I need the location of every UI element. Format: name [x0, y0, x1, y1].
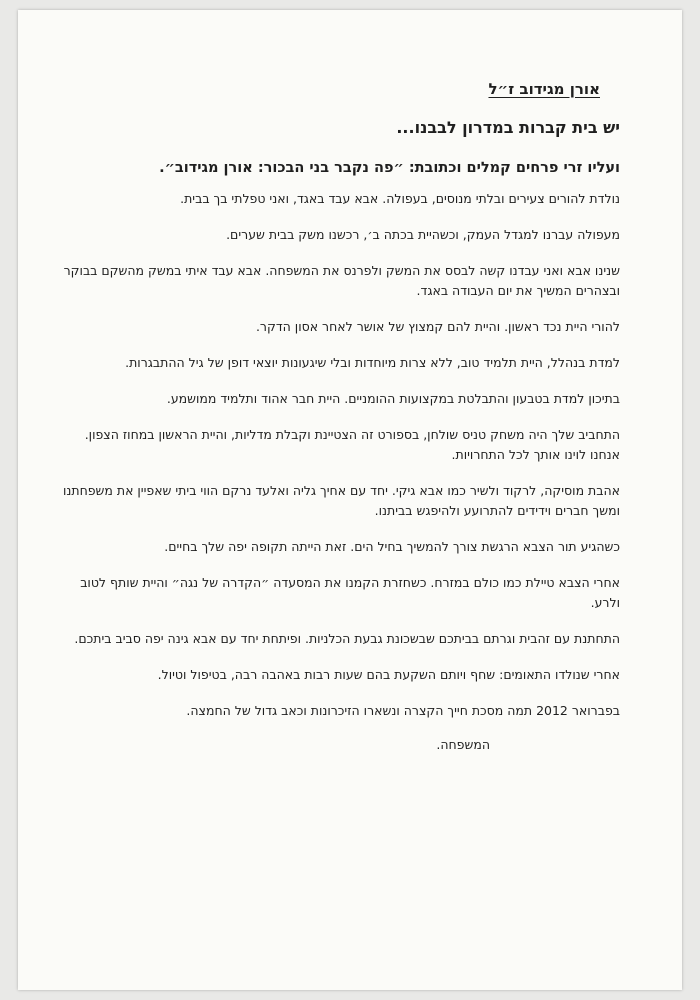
- subheadline: ועליו זרי פרחים קמלים וכתובת: ״פה נקבר בני הבכור: אורן מגידוב״.: [159, 160, 620, 176]
- paragraph: בתיכון למדת בטבעון והתבלטת במקצועות ההומניים. היית חבר אהוד ותלמיד ממושמע.: [166, 391, 620, 406]
- signature: המשפחה.: [436, 737, 490, 752]
- paragraph: אחרי שנולדו התאומים: שחף ויותם השקעת בהם שעות רבות באהבה רבה, בטיפול וטיול.: [157, 667, 620, 682]
- memorial-title: אורן מגידוב ז״ל: [488, 80, 600, 98]
- paragraph: שנינו אבא ואני עבדנו קשה לבסס את המשק ולפרנס את המשפחה. אבא עבד איתי במשק מהשקם בבוקר ובצהרים המשיך את יום העבודה באגד.: [63, 263, 620, 298]
- paragraph: מעפולה עברנו למגדל העמק, וכשהיית בכתה ב׳, רכשנו משק בבית שערים.: [226, 227, 620, 242]
- paragraph: להורי היית נכד ראשון. והיית להם קמצוץ של אושר לאחר אסון הדקר.: [255, 319, 620, 334]
- paragraph: התחביב שלך היה משחק טניס שולחן, בספורט זה הצטיינת וקבלת מדליות, והיית הראשון במחוז הצפון. אנחנו לוינו אותך לכל התחרויות.: [84, 427, 620, 462]
- paragraph: התחתנת עם זהבית וגרתם בביתכם שבשכונת גבעת הכלניות. ופיתחת יחד עם אבא גינה יפה סביב ביתכם.: [74, 631, 620, 646]
- paragraph: למדת בנהלל, היית תלמיד טוב, ללא צרות מיוחדות ובלי שיגעונות יוצאי דופן של גיל ההתבגרות.: [125, 355, 620, 370]
- paragraph: בפברואר 2012 תמה מסכת חייך הקצרה ונשארו הזיכרונות וכאב גדול של החמצה.: [186, 703, 620, 718]
- paragraph: אהבת מוסיקה, לרקוד ולשיר כמו אבא גיקי. יחד עם אחיך גליה ואלעד נרקם הווי ביתי שאפיין את משפחתנו ומשך חברים וידידים להתרועע ולהיפגש בביתנו.: [62, 483, 620, 518]
- paragraph: נולדת להורים צעירים ובלתי מנוסים, בעפולה. אבא עבד באגד, ואני טפלתי בך בבית.: [180, 191, 620, 206]
- paragraph: כשהגיע תור הצבא הרגשת צורך להמשיך בחיל הים. זאת הייתה תקופה יפה שלך בחיים.: [164, 539, 620, 554]
- headline: יש בית קברות במדרון לבבנו...: [396, 118, 620, 137]
- document-page: [18, 10, 682, 990]
- paragraph: אחרי הצבא טיילת כמו כולם במזרח. כשחזרת הקמנו את המסעדה ״הקדרה של נגה״ והיית שותף לטוב ולרע.: [80, 575, 620, 610]
- letter-body: [60, 80, 620, 752]
